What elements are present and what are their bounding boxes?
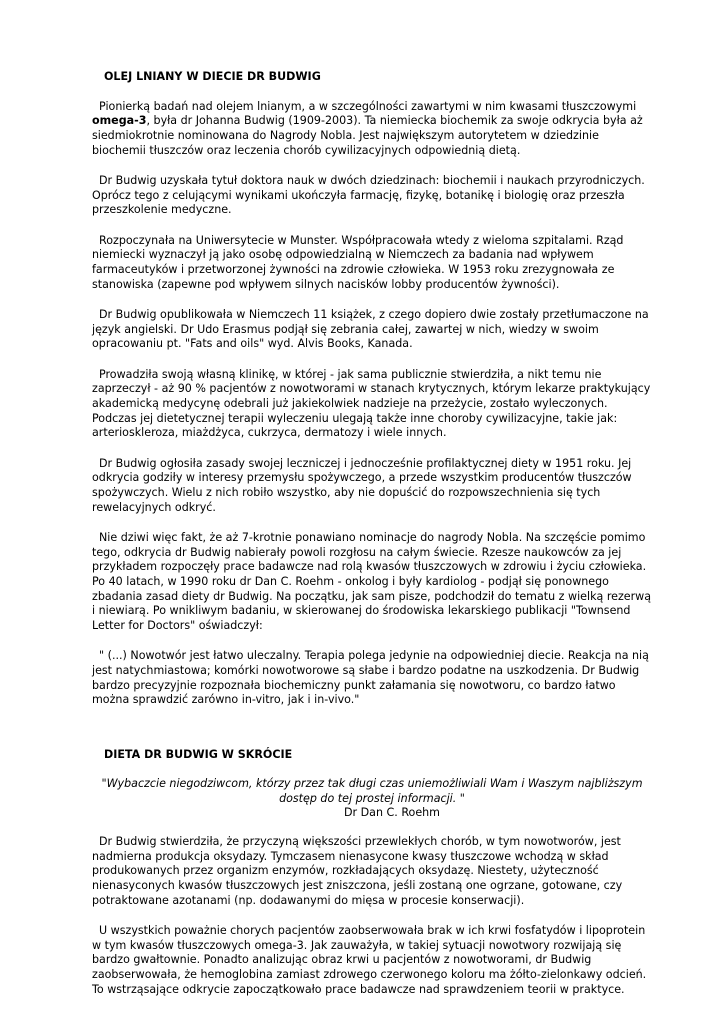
epigraph-quote: "Wybaczcie niegodziwcom, którzy przez tak długi czas uniemożliwiali Wam i Waszym najbliższym dostęp do tej prostej informacji. " (101, 776, 643, 805)
paragraph-blood-analysis: U wszystkich poważnie chorych pacjentów zaobserwowała brak w ich krwi fosfatydów i lipoprotein w tym kwasów tłuszczowych omega-3. Jak zauważyła, w takiej sytuacji nowotwory rozwijają się bardzo gwałtownie. Ponadto analizując obraz krwi u pacjentów z nowotworami, dr Budwig zaobserwowała, że hemoglobina zamiast zdrowego czerwonego koloru ma żółto-zielonkawy odcień. To wstrząsające odkrycie zapoczątkowało prace badawcze nad sprawdzeniem teorii w praktyce. (92, 923, 647, 996)
paragraph-oxidase: Dr Budwig stwierdziła, że przyczyną większości przewlekłych chorób, w tym nowotworów, jest nadmierna produkcja oksydazy. Tymczasem nienasycone kwasy tłuszczowe wchodzą w skład produkowanych przez organizm enzymów, rozkładających oksydazę. Niestety, użyteczność nienasyconych kwasów tłuszczowych jest zniszczona, jeśli zostaną one ogrzane, gotowane, czy potraktowane azotanami (np. dodawanymi do mięsa w procesie konserwacji). (92, 834, 623, 907)
paragraph-roehm-quote: " (...) Nowotwór jest łatwo uleczalny. Terapia polega jedynie na odpowiedniej diecie. Reakcja na nią jest natychmiastowa; komórki nowotworowe są słabe i bardzo podatne na uszkodzenia. Dr Budwig bardzo precyzyjnie rozpoznała biochemiczny punkt załamania się nowotworu, co bardzo łatwo można sprawdzić zarówno in-vitro, jak i in-vivo." (92, 649, 649, 707)
paragraph-education: Dr Budwig uzyskała tytuł doktora nauk w dwóch dziedzinach: biochemii i naukach przyrodniczych. Oprócz tego z celującymi wynikami ukończyła farmację, fizykę, botanikę i biologię oraz przeszła przeszkolenie medyczne. (92, 174, 645, 217)
epigraph-author: Dr Dan C. Roehm (344, 806, 440, 820)
section-title-summary: DIETA DR BUDWIG W SKRÓCIE (104, 748, 293, 762)
intro-text-end: , była dr Johanna Budwig (1909-2003). Ta niemiecka biochemik za swoje odkrycia była aż siedmiokrotnie nominowana do Nagrody Nobla. Jest największym autorytetem w dziedzinie biochemii tłuszczów oraz leczenia chorób cywilizacyjnych odpowiednią dietą. (92, 114, 643, 157)
section-title: OLEJ LNIANY W DIECIE DR BUDWIG (104, 70, 321, 83)
intro-paragraph (92, 100, 652, 159)
paragraph-publications: Dr Budwig opublikowała w Niemczech 11 książek, z czego dopiero dwie zostały przetłumaczone na język angielski. Dr Udo Erasmus podjął się zebrania całej, zawartej w nich, wiedzy w swoim opracowaniu pt. "Fats and oils" wyd. Alvis Books, Kanada. (92, 307, 649, 351)
paragraph-diet-rules: Dr Budwig ogłosiła zasady swojej leczniczej i jednocześnie profilaktycznej diety w 1951 roku. Jej odkrycia godziły w interesy przemysłu spożywczego, a przede wszystkim producentów tłuszczów spożywczych. Wielu z nich robiło wszystko, aby nie dopuścić do rozpowszechnienia się tych rewelacyjnych odkryć. (92, 456, 632, 514)
paragraph-clinic: Prowadziła swoją własną klinikę, w której - jak sama publicznie stwierdziła, a nikt temu nie zaprzeczył - aż 90 % pacjentów z nowotworami w stanach krytycznych, którym lekarze praktykujący akademicką medycynę odebrali już jakiekolwiek nadzieje na przeżycie, zostało wyleczonych. Podczas jej dietetycznej terapii wyleczeniu ulegają także inne choroby cywilizacyjne, takie jak: arterioskleroza, miażdżyca, cukrzyca, dermatozy i wiele innych. (92, 367, 651, 440)
paragraph-nobel: Nie dziwi więc fakt, że aż 7-krotnie ponawiano nominacje do nagrody Nobla. Na szczęście pomimo tego, odkrycia dr Budwig nabierały powoli rozgłosu na całym świecie. Rzesze naukowców za jej przykładem rozpoczęły prace badawcze nad rolą kwasów tłuszczowych w zdrowiu i życiu człowieka. Po 40 latach, w 1990 roku dr Dan C. Roehm - onkolog i były kardiolog - podjął się ponownego zbadania zasad diety dr Budwig. Na początku, jak sam pisze, podchodził do tematu z wielką rezerwą i niewiarą. Po wnikliwym badaniu, w skierowanej do środowiska lekarskiego publikacji "Townsend Letter for Doctors" oświadczył: (92, 530, 652, 633)
paragraph-career: Rozpoczynała na Uniwersytecie w Munster. Współpracowała wtedy z wieloma szpitalami. Rząd niemiecki wyznaczył ją jako osobę odpowiedzialną w Niemczech za badania nad wpływem farmaceutyków i przetworzonej żywności na zdrowie człowieka. W 1953 roku zrezygnowała ze stanowiska (zapewne pod wpływem silnych nacisków lobby producentów żywności). (92, 233, 624, 291)
intro-text-start: Pionierką badań nad olejem lnianym, a w szczególności zawartymi w nim kwasami tłuszczowymi (99, 99, 637, 113)
document-page (92, 70, 652, 1013)
omega-3-bold-term: omega-3 (92, 114, 147, 128)
